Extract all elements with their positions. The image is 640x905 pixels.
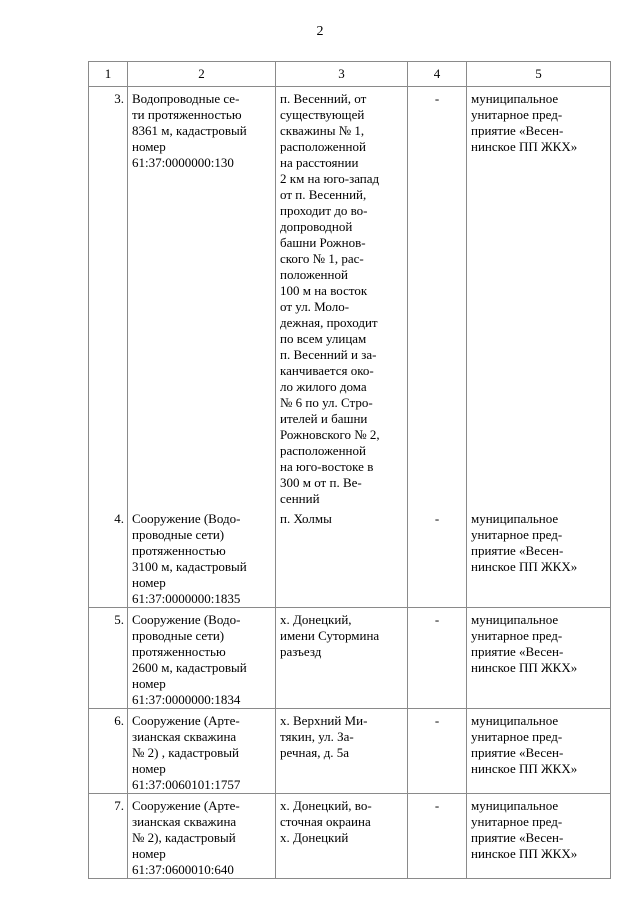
holder-line: муниципальное bbox=[471, 798, 559, 813]
name-line: номер bbox=[132, 846, 166, 861]
location-cell bbox=[276, 709, 408, 794]
name-line: 3100 м, кадастровый bbox=[132, 559, 247, 574]
location-line: сенний bbox=[280, 491, 320, 506]
name-line: протяженностью bbox=[132, 644, 226, 659]
location-line: на юго-востоке в bbox=[280, 459, 374, 474]
name-line: 61:37:0000000:130 bbox=[132, 155, 234, 170]
location-line: п. Весенний и за- bbox=[280, 347, 377, 362]
location-line: имени Сутормина bbox=[280, 628, 380, 643]
row-number: 3. bbox=[89, 87, 128, 508]
holder-line: муниципальное bbox=[471, 511, 559, 526]
location-line: № 6 по ул. Стро- bbox=[280, 395, 373, 410]
name-line: Сооружение (Водо- bbox=[132, 511, 241, 526]
location-line: расположенной bbox=[280, 443, 366, 458]
location-line: проходит до во- bbox=[280, 203, 368, 218]
location-line: скважины № 1, bbox=[280, 123, 365, 138]
holder-line: унитарное пред- bbox=[471, 814, 563, 829]
location-line: ителей и башни bbox=[280, 411, 368, 426]
name-line: Сооружение (Арте- bbox=[132, 713, 240, 728]
location-cell bbox=[276, 608, 408, 709]
holder-line: унитарное пред- bbox=[471, 628, 563, 643]
location-line: существующей bbox=[280, 107, 365, 122]
header-row bbox=[89, 62, 611, 87]
holder-cell bbox=[467, 608, 611, 709]
row-number: 6. bbox=[89, 709, 128, 794]
location-line: х. Донецкий, bbox=[280, 612, 352, 627]
header-col-3: 3 bbox=[276, 62, 408, 87]
row-number: 5. bbox=[89, 608, 128, 709]
location-line: 300 м от п. Ве- bbox=[280, 475, 362, 490]
location-line: ло жилого дома bbox=[280, 379, 367, 394]
object-name-cell bbox=[128, 87, 276, 508]
header-col-5: 5 bbox=[467, 62, 611, 87]
name-line: номер bbox=[132, 139, 166, 154]
location-line: расположенной bbox=[280, 139, 366, 154]
table-row bbox=[89, 507, 611, 608]
location-line: сточная окраина bbox=[280, 814, 371, 829]
table-row bbox=[89, 794, 611, 879]
location-line: х. Донецкий bbox=[280, 830, 349, 845]
location-line: разъезд bbox=[280, 644, 322, 659]
name-line: зианская скважина bbox=[132, 729, 237, 744]
location-line: на расстоянии bbox=[280, 155, 359, 170]
location-line: канчивается око- bbox=[280, 363, 374, 378]
location-line: от п. Весенний, bbox=[280, 187, 367, 202]
holder-line: приятие «Весен- bbox=[471, 543, 564, 558]
name-line: 61:37:0600010:640 bbox=[132, 862, 234, 877]
holder-line: муниципальное bbox=[471, 713, 559, 728]
location-cell bbox=[276, 794, 408, 879]
name-line: 2600 м, кадастровый bbox=[132, 660, 247, 675]
object-name-cell bbox=[128, 794, 276, 879]
holder-line: нинское ПП ЖКХ» bbox=[471, 559, 578, 574]
name-line: Сооружение (Арте- bbox=[132, 798, 240, 813]
header-col-4: 4 bbox=[408, 62, 467, 87]
holder-line: унитарное пред- bbox=[471, 729, 563, 744]
location-line: 2 км на юго-запад bbox=[280, 171, 380, 186]
column-4-value: - bbox=[408, 507, 467, 608]
page-number: 2 bbox=[316, 24, 324, 39]
object-name-cell bbox=[128, 507, 276, 608]
name-line: Водопроводные се- bbox=[132, 91, 240, 106]
holder-line: муниципальное bbox=[471, 612, 559, 627]
location-line: положенной bbox=[280, 267, 348, 282]
table-row bbox=[89, 608, 611, 709]
name-line: № 2) , кадастровый bbox=[132, 745, 239, 760]
table-row bbox=[89, 709, 611, 794]
name-line: проводные сети) bbox=[132, 628, 225, 643]
name-line: проводные сети) bbox=[132, 527, 225, 542]
name-line: 61:37:0000000:1834 bbox=[132, 692, 241, 707]
location-cell bbox=[276, 507, 408, 608]
name-line: номер bbox=[132, 676, 166, 691]
holder-line: приятие «Весен- bbox=[471, 745, 564, 760]
holder-cell bbox=[467, 794, 611, 879]
property-table bbox=[88, 61, 611, 879]
header-col-1: 1 bbox=[89, 62, 128, 87]
location-line: башни Рожнов- bbox=[280, 235, 366, 250]
name-line: 8361 м, кадастровый bbox=[132, 123, 247, 138]
name-line: номер bbox=[132, 575, 166, 590]
location-line: от ул. Моло- bbox=[280, 299, 350, 314]
name-line: номер bbox=[132, 761, 166, 776]
location-line: речная, д. 5а bbox=[280, 745, 350, 760]
location-line: ского № 1, рас- bbox=[280, 251, 364, 266]
holder-line: нинское ПП ЖКХ» bbox=[471, 139, 578, 154]
table-row bbox=[89, 87, 611, 508]
column-4-value: - bbox=[408, 87, 467, 508]
location-line: тякин, ул. За- bbox=[280, 729, 354, 744]
holder-line: унитарное пред- bbox=[471, 107, 563, 122]
header-col-2: 2 bbox=[128, 62, 276, 87]
location-line: х. Верхний Ми- bbox=[280, 713, 368, 728]
name-line: Сооружение (Водо- bbox=[132, 612, 241, 627]
column-4-value: - bbox=[408, 709, 467, 794]
location-line: п. Весенний, от bbox=[280, 91, 367, 106]
holder-line: унитарное пред- bbox=[471, 527, 563, 542]
location-line: п. Холмы bbox=[280, 511, 332, 526]
holder-line: приятие «Весен- bbox=[471, 644, 564, 659]
location-line: допроводной bbox=[280, 219, 353, 234]
holder-line: муниципальное bbox=[471, 91, 559, 106]
name-line: ти протяженностью bbox=[132, 107, 242, 122]
name-line: № 2), кадастровый bbox=[132, 830, 236, 845]
holder-cell bbox=[467, 709, 611, 794]
location-line: дежная, проходит bbox=[280, 315, 378, 330]
holder-line: нинское ПП ЖКХ» bbox=[471, 761, 578, 776]
name-line: протяженностью bbox=[132, 543, 226, 558]
holder-line: нинское ПП ЖКХ» bbox=[471, 660, 578, 675]
location-cell bbox=[276, 87, 408, 508]
object-name-cell bbox=[128, 608, 276, 709]
location-line: 100 м на восток bbox=[280, 283, 368, 298]
name-line: 61:37:0060101:1757 bbox=[132, 777, 241, 792]
row-number: 7. bbox=[89, 794, 128, 879]
name-line: зианская скважина bbox=[132, 814, 237, 829]
location-line: х. Донецкий, во- bbox=[280, 798, 372, 813]
location-line: по всем улицам bbox=[280, 331, 367, 346]
column-4-value: - bbox=[408, 794, 467, 879]
holder-line: приятие «Весен- bbox=[471, 123, 564, 138]
row-number: 4. bbox=[89, 507, 128, 608]
holder-cell bbox=[467, 87, 611, 508]
holder-line: приятие «Весен- bbox=[471, 830, 564, 845]
holder-cell bbox=[467, 507, 611, 608]
column-4-value: - bbox=[408, 608, 467, 709]
object-name-cell bbox=[128, 709, 276, 794]
holder-line: нинское ПП ЖКХ» bbox=[471, 846, 578, 861]
name-line: 61:37:0000000:1835 bbox=[132, 591, 241, 606]
location-line: Рожновского № 2, bbox=[280, 427, 380, 442]
